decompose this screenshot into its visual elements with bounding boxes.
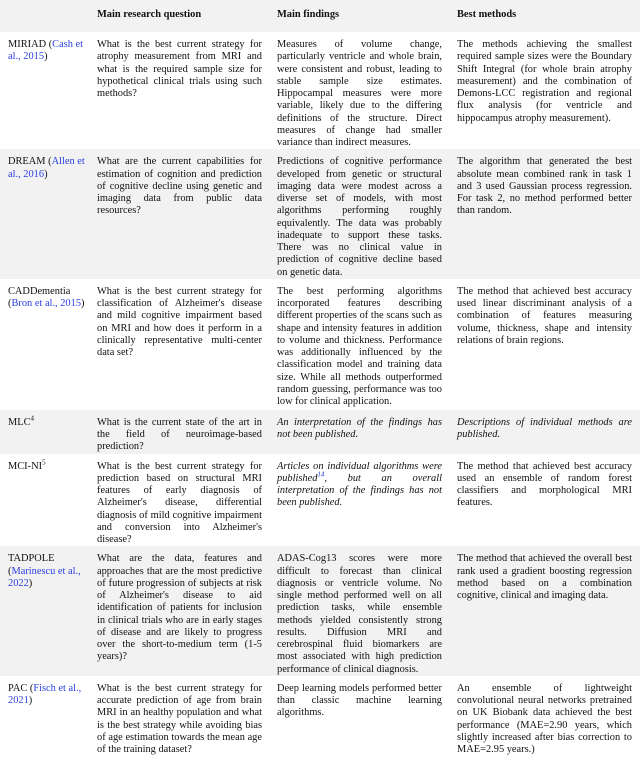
main-findings: ADAS-Cog13 scores were more difficult to forecast than clinical diagnosis or ventricle volume. No single method performed well on all prediction tasks, while ensemble methods yielded consistently strong results. Diffusion MRI and cerebrospinal fluid biomarkers are most associated with high prediction performance of clinical diagnosis. (277, 553, 442, 675)
main-findings: Articles on individual algorithms were published$^{14}$, but an overall interpretation of the findings has not been published. (277, 460, 442, 509)
main-findings: Deep learning models performed better than classic machine learning algorithms. (277, 682, 442, 719)
citation-link[interactable]: Allen et al., 2016 (8, 156, 85, 180)
challenge-name: DREAM (Allen et al., 2016) (8, 156, 85, 180)
header-methods: Best methods (457, 9, 517, 20)
research-question: What is the best current strategy for classification of Alzheimer's disease and mild cognitive impairment based on MRI and how does it perform in a clinically representative multi-center data set? (97, 285, 262, 358)
challenge-name: PAC (Fisch et al., 2021) (8, 682, 82, 706)
table-row (0, 410, 640, 454)
research-question: What is the current state of the art in the field of neuroimage-based prediction? (97, 416, 262, 453)
header-findings: Main findings (277, 9, 340, 20)
table-row (0, 676, 640, 758)
challenge-name: MCI-$NI^5$ (8, 458, 46, 472)
table-row (0, 546, 640, 676)
main-findings: The best performing algorithms incorporated features describing different properties of the scans such as shape and intensity features in addition to volume and thickness. Performance was additionally influenced by the classification model and training data size. While all methods outperformed random guessing, performance was too low for clinical application. (277, 285, 442, 407)
main-findings: Predictions of cognitive performance developed from genetic or structural imaging data were modest across a diverse set of models, with most algorithms performing roughly equivalently. The data was probably inadequate to support these tasks. There was no clinical value in prediction of cognitive decline based on genetic data. (277, 156, 442, 278)
reference-link[interactable]: 14 (317, 470, 325, 479)
best-methods: Descriptions of individual methods are published. (457, 416, 632, 440)
best-methods: The method that achieved best accuracy used linear discriminant analysis of a combination of features measuring volume, thickness, shape and intensity relations of brain regions. (457, 285, 632, 346)
main-findings: An interpretation of the findings has not been published. (277, 416, 442, 440)
header-row (0, 0, 640, 32)
research-question: What is the best current strategy for prediction based on structural MRI features of early diagnosis of Alzheimer's disease, differential diagnosis of mild cognitive impairment and conversion into Alzheimer's disease? (97, 460, 262, 545)
challenge-name: MLC$^4$ (8, 414, 35, 428)
header-question: Main research question (97, 9, 202, 20)
citation-link[interactable]: Marinescu et al., 2022 (8, 565, 81, 589)
header-empty (0, 0, 97, 32)
best-methods: The method that achieved best accuracy used an ensemble of random forest classifiers and morphological MRI features. (457, 460, 632, 509)
challenge-name: TADPOLE (Marinescu et al., 2022) (8, 553, 81, 589)
table-row (0, 279, 640, 410)
footnote-mark: 5 (42, 458, 46, 467)
main-findings: Measures of volume change, particularly ventricle and whole brain, were consistent and robust, leading to stable sample size estimates. Hippocampal measures were more variable, likely due to the differing definitions of the structure. Direct measures of change had smaller variance than indirect measures. (277, 39, 442, 148)
best-methods: The methods achieving the smallest required sample sizes were the Boundary Shift Integral (for whole brain atrophy measurement) and the combination of Demons-LCC registration and regional flux analysis (for ventricle and hippocampus atrophy measurement). (457, 39, 632, 124)
research-question: What is the best current strategy for accurate prediction of age from brain MRI in an healthy population and what is the best strategy while avoiding bias of age estimation towards the mean age of the training dataset? (97, 682, 262, 755)
research-question: What are the data, features and approaches that are the most predictive of future progression of subjects at risk of Alzheimer's disease to aid identification of patients for inclusion in clinical trials who are in early stages of disease and are likely to progress over the short-to-medium term (1-5 years)? (97, 553, 262, 663)
table-row (0, 454, 640, 547)
citation-link[interactable]: Fisch et al., 2021 (8, 682, 82, 706)
footnote-mark: 4 (30, 414, 35, 423)
challenge-name: MIRIAD (Cash et al., 2015) (8, 39, 84, 63)
best-methods: The algorithm that generated the best absolute mean combined rank in task 1 and 3 used Gaussian process regression. For task 2, no method performed better than random. (457, 156, 632, 217)
table-row (0, 149, 640, 279)
citation-link[interactable]: Cash et al., 2015 (8, 39, 84, 63)
best-methods: An ensemble of lightweight convolutional neural networks pretrained on UK Biobank data achieved the best performance (MAE=2.90 years, which slightly increased after bias correction to MAE=2.95 years.) (457, 682, 632, 755)
citation-link[interactable]: Bron et al., 2015 (11, 298, 82, 309)
research-question: What are the current capabilities for estimation of cognition and prediction of cognitive decline using genetic and imaging data from public data resources? (97, 156, 262, 217)
research-question: What is the best current strategy for atrophy measurement from MRI and what is the required sample size for hypothetical clinical trials using such methods? (97, 39, 262, 99)
challenge-name: CADDementia (Bron et al., 2015) (8, 285, 85, 309)
table-row (0, 32, 640, 149)
best-methods: The method that achieved the overall best rank used a gradient boosting regression method based on a combination cognitive, clinical and imaging data. (457, 553, 632, 601)
